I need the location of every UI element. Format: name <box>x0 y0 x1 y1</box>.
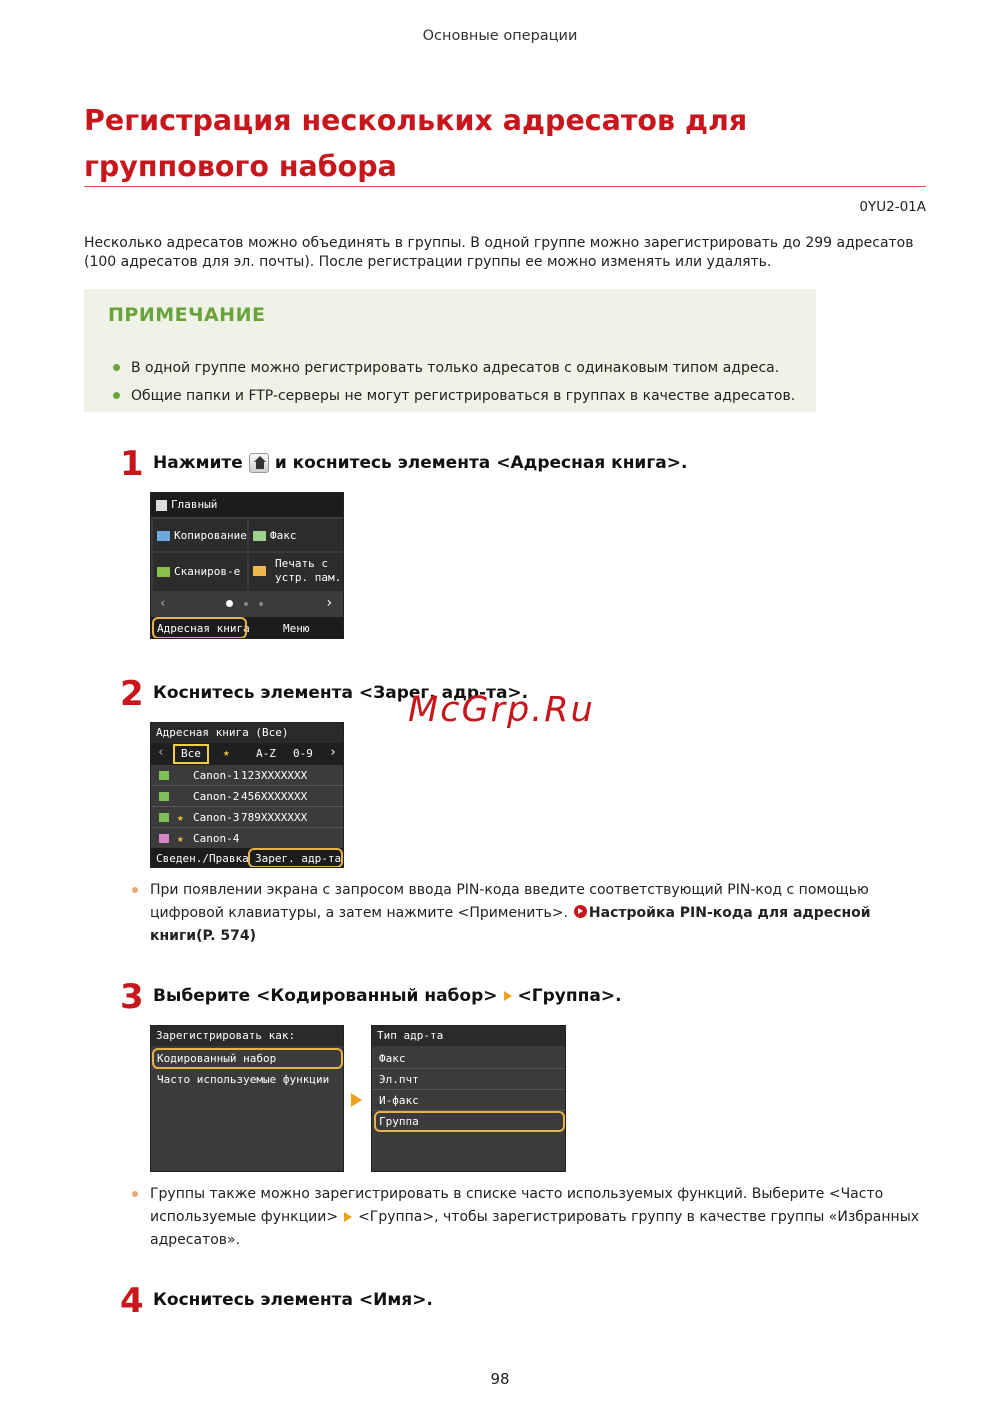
favorites-note-text-b: <Группа>, чтобы зарегистрировать группу в качестве группы «Избранных адресатов». <box>150 1209 920 1248</box>
coded-dial-option[interactable]: Кодированный набор <box>151 1048 343 1069</box>
highlight-frame <box>248 848 343 868</box>
step-number: 3 <box>120 977 144 1017</box>
prev-page-arrow[interactable]: ‹ <box>159 596 167 611</box>
destination-name: Canon-1 <box>193 769 240 782</box>
link-arrow-icon <box>574 905 587 918</box>
favorite-star: ★ <box>177 832 184 845</box>
type-ifax-option[interactable]: И-факс <box>372 1090 565 1111</box>
pin-settings-link[interactable]: Настройка PIN-кода для адресной книги(P. 574) <box>150 905 871 944</box>
step-2-text: Коснитесь элемента <Зарег. адр-та>. <box>153 683 529 703</box>
page-number: 98 <box>490 1370 510 1388</box>
arrow-right-icon <box>504 991 512 1001</box>
favorite-star: ★ <box>177 811 184 824</box>
intro-paragraph: Несколько адресатов можно объединять в группы. В одной группе можно зарегистрировать до 299 адресатов (100 адресатов для эл. почты). После регистрации группы ее можно изменять или удалять. <box>84 235 914 270</box>
register-destination-button[interactable]: Зарег. адр-та <box>255 852 342 865</box>
scan-icon <box>157 567 170 577</box>
home-screen-titlebar <box>151 493 343 517</box>
fax-dest-icon <box>159 771 169 780</box>
list-item[interactable] <box>151 807 343 828</box>
memory-media-icon <box>253 566 266 576</box>
document-id: 0YU2-01A <box>859 199 926 215</box>
list-item[interactable] <box>151 828 343 849</box>
page-title: Регистрация нескольких адресатов для группового набора <box>84 104 748 183</box>
destination-name: Canon-4 <box>193 832 240 845</box>
pin-note-text: При появлении экрана с запросом ввода PIN-кода введите соответствующий PIN-код с помощью цифровой клавиатуры, а затем нажмите <Применить>. <box>150 882 869 921</box>
memory-print-label-1: Печать с <box>275 557 328 570</box>
destination-number: 123XXXXXXX <box>241 769 308 782</box>
running-header: Основные операции <box>422 28 578 44</box>
fax-label: Факс <box>270 529 297 542</box>
step-3-text-a: Выберите <Кодированный набор> <box>153 986 498 1006</box>
address-type-screen <box>371 1025 566 1172</box>
home-screen <box>150 492 344 639</box>
destination-number: 456XXXXXXX <box>241 790 308 803</box>
favorites-option[interactable]: Часто используемые функции <box>157 1073 330 1086</box>
address-book-titlebar: Адресная книга (Все) <box>151 723 343 743</box>
tab-all[interactable]: Все <box>181 747 201 760</box>
copy-label: Копирование <box>174 529 247 542</box>
step-1-text-b: и коснитесь элемента <Адресная книга>. <box>274 453 688 473</box>
copy-button[interactable] <box>153 519 247 551</box>
home-screen-title: Главный <box>171 498 218 511</box>
menu-button[interactable]: Меню <box>283 622 310 635</box>
tab-favorites[interactable]: ★ <box>223 746 230 759</box>
note-item: В одной группе можно регистрировать только адресатов с одинаковым типом адреса. <box>112 354 812 382</box>
arrow-right-icon <box>344 1212 352 1222</box>
details-edit-button[interactable]: Сведен./Правка <box>156 852 249 865</box>
tab-all-highlight <box>173 744 209 764</box>
scan-label: Сканиров-е <box>174 565 241 578</box>
home-icon <box>249 453 269 473</box>
step-number: 1 <box>120 444 144 484</box>
step-3-text <box>153 985 622 1007</box>
fax-button[interactable] <box>249 519 343 551</box>
fax-dest-icon <box>159 813 169 822</box>
list-item[interactable] <box>151 786 343 807</box>
note-item: Общие папки и FTP-серверы не могут регистрироваться в группах в качестве адресатов. <box>112 382 812 410</box>
copy-icon <box>157 531 170 541</box>
step-3-text-b: <Группа>. <box>517 986 622 1006</box>
type-fax-option[interactable]: Факс <box>372 1048 565 1069</box>
register-as-title: Зарегистрировать как: <box>151 1026 343 1046</box>
highlight-frame <box>374 1111 565 1132</box>
page-dot <box>244 602 248 606</box>
tab-a-z[interactable]: A-Z <box>256 747 276 760</box>
destination-name: Canon-2 <box>193 790 240 803</box>
highlight-frame <box>152 617 247 639</box>
list-item[interactable] <box>151 765 343 786</box>
home-icon <box>156 500 167 511</box>
step-1-text-a: Нажмите <box>153 453 243 473</box>
memory-print-button[interactable] <box>249 553 343 591</box>
scan-button[interactable] <box>153 553 247 591</box>
watermark: McGrp.Ru <box>408 690 595 730</box>
address-book-tabs <box>151 743 344 765</box>
destination-name: Canon-3 <box>193 811 240 824</box>
group-dest-icon <box>159 834 169 843</box>
favorites-note-text-a: Группы также можно зарегистрировать в списке часто используемых функций. Выберите <Часто используемые функции> <box>150 1186 884 1225</box>
step-number: 4 <box>120 1281 144 1321</box>
next-page-arrow[interactable]: › <box>325 595 334 611</box>
step-number: 2 <box>120 674 144 714</box>
tabs-next-arrow[interactable]: › <box>329 745 337 760</box>
note-item <box>132 1183 922 1252</box>
memory-print-label-2: устр. пам. <box>275 571 342 584</box>
arrow-right-icon <box>351 1093 362 1107</box>
tabs-prev-arrow[interactable]: ‹ <box>157 745 165 760</box>
title-divider <box>84 186 926 187</box>
type-email-option[interactable]: Эл.пчт <box>372 1069 565 1090</box>
step-3-note <box>132 1183 922 1252</box>
step-2-note <box>132 879 922 948</box>
note-list <box>112 354 812 410</box>
type-group-option[interactable]: Группа <box>379 1115 419 1128</box>
step-1-text <box>153 452 687 474</box>
page-dot-active <box>226 600 233 607</box>
fax-dest-icon <box>159 792 169 801</box>
tab-0-9[interactable]: 0-9 <box>293 747 313 760</box>
highlight-frame <box>152 1048 343 1069</box>
register-as-screen <box>150 1025 344 1172</box>
note-item <box>132 879 922 948</box>
note-title: ПРИМЕЧАНИЕ <box>108 304 266 326</box>
step-4-text: Коснитесь элемента <Имя>. <box>153 1290 433 1310</box>
fax-icon <box>253 531 266 541</box>
address-book-button[interactable]: Адресная книга <box>157 622 250 635</box>
address-type-title: Тип адр-та <box>372 1026 565 1046</box>
page-dot <box>259 602 263 606</box>
address-book-screen <box>150 722 344 868</box>
destination-number: 789XXXXXXX <box>241 811 308 824</box>
